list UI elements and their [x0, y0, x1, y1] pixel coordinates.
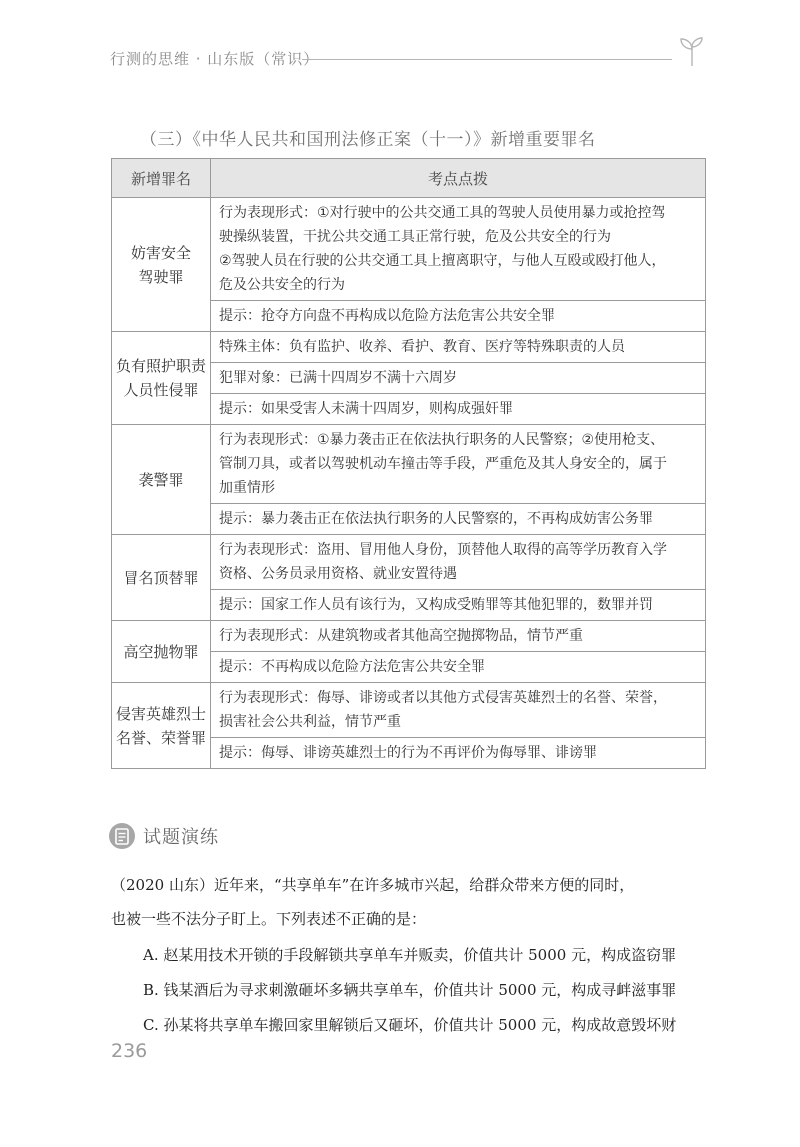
point-cell [211, 683, 706, 738]
point-cell [211, 198, 706, 301]
point-cell [211, 363, 706, 394]
point-line: 提示：国家工作人员有该行为，又构成受贿罪等其他犯罪的，数罪并罚 [219, 597, 653, 613]
crime-name-line: 驾驶罪 [138, 267, 184, 286]
practice-badge-icon [108, 822, 136, 850]
crime-name-line: 侵害英雄烈士 [115, 704, 206, 723]
point-line: 行为表现形式：侮辱、诽谤或者以其他方式侵害英雄烈士的名誉、荣誉， [219, 690, 667, 706]
point-line: 加重情形 [219, 480, 275, 496]
point-cell [211, 738, 706, 769]
point-line: 损害社会公共利益，情节严重 [219, 714, 401, 730]
practice-section-title: 试题演练 [143, 827, 219, 848]
table-row [112, 621, 706, 652]
option-c: C. 孙某将共享单车搬回家里解锁后又砸坏，价值共计 5000 元，构成故意毁坏财 [143, 1016, 677, 1034]
table-body [112, 198, 706, 769]
point-line: 行为表现形式：从建筑物或者其他高空抛掷物品，情节严重 [219, 628, 583, 644]
point-line: 危及公共安全的行为 [219, 277, 345, 293]
point-cell [211, 590, 706, 621]
point-cell [211, 621, 706, 652]
page-number: 236 [111, 1040, 148, 1062]
crime-name-line: 冒名顶替罪 [123, 568, 199, 587]
table-row [112, 425, 706, 504]
point-line: 提示：如果受害人未满十四周岁，则构成强奸罪 [219, 401, 513, 417]
point-cell [211, 301, 706, 332]
running-header-title: 行测的思维 · 山东版（常识） [110, 50, 320, 68]
point-line: 管制刀具，或者以驾驶机动车撞击等手段，严重危及其人身安全的，属于 [219, 456, 667, 472]
point-line: 提示：侮辱、诽谤英雄烈士的行为不再评价为侮辱罪、诽谤罪 [219, 745, 597, 761]
column-header-crime: 新增罪名 [112, 159, 211, 198]
crime-name-line: 名誉、荣誉罪 [115, 728, 206, 747]
question-stem-line-1: （2020 山东）近年来，“共享单车”在许多城市兴起，给群众带来方便的同时， [111, 876, 635, 894]
crime-name-line: 负有照护职责 [115, 357, 206, 375]
table-row [112, 535, 706, 590]
point-cell [211, 535, 706, 590]
question-stem-line-2: 也被一些不法分子盯上。下列表述不正确的是： [111, 910, 427, 928]
header-divider [302, 59, 672, 60]
option-b: B. 钱某酒后为寻求刺激砸坏多辆共享单车，价值共计 5000 元，构成寻衅滋事罪 [143, 981, 677, 999]
crime-name-line: 高空抛物罪 [123, 642, 199, 661]
point-cell [211, 425, 706, 504]
point-line: 提示：暴力袭击正在依法执行职务的人民警察的，不再构成妨害公务罪 [219, 511, 653, 527]
crime-name-cell [112, 198, 211, 332]
crime-name-cell [112, 535, 211, 621]
option-a: A. 赵某用技术开锁的手段解锁共享单车并贩卖，价值共计 5000 元，构成盗窃罪 [143, 946, 677, 964]
point-line: 特殊主体：负有监护、收养、看护、教育、医疗等特殊职责的人员 [219, 339, 625, 355]
point-line: 犯罪对象：已满十四周岁不满十六周岁 [219, 370, 457, 386]
point-cell [211, 652, 706, 683]
point-line: 行为表现形式：①对行驶中的公共交通工具的驾驶人员使用暴力或抢控驾 [219, 205, 666, 221]
point-line: 提示：抢夺方向盘不再构成以危险方法危害公共安全罪 [219, 308, 555, 324]
point-line: 行为表现形式：①暴力袭击正在依法执行职务的人民警察；②使用枪支、 [219, 432, 665, 448]
section-heading: （三）《中华人民共和国刑法修正案（十一）》新增重要罪名 [140, 130, 596, 150]
point-line: 资格、公务员录用资格、就业安置待遇 [219, 566, 457, 582]
crime-name-line: 妨害安全 [130, 243, 191, 262]
crime-name-cell [112, 621, 211, 683]
point-line: ②驾驶人员在行驶的公共交通工具上擅离职守，与他人互殴或殴打他人， [219, 253, 666, 269]
table-row [112, 332, 706, 363]
sprout-icon [674, 34, 710, 70]
point-cell [211, 332, 706, 363]
point-cell [211, 394, 706, 425]
point-line: 提示：不再构成以危险方法危害公共安全罪 [219, 659, 485, 675]
table-header-row [112, 159, 706, 198]
table-row [112, 683, 706, 738]
new-crimes-table [111, 158, 706, 769]
column-header-points: 考点点拨 [211, 159, 706, 198]
crime-name-line: 袭警罪 [138, 470, 184, 489]
point-line: 行为表现形式：盗用、冒用他人身份，顶替他人取得的高等学历教育入学 [219, 542, 667, 558]
crime-name-cell [112, 425, 211, 535]
point-line: 驶操纵装置，干扰公共交通工具正常行驶，危及公共安全的行为 [219, 229, 611, 245]
crime-name-cell [112, 683, 211, 769]
crime-name-line: 人员性侵罪 [123, 381, 199, 399]
table-row [112, 198, 706, 301]
crime-name-cell [112, 332, 211, 425]
point-cell [211, 504, 706, 535]
